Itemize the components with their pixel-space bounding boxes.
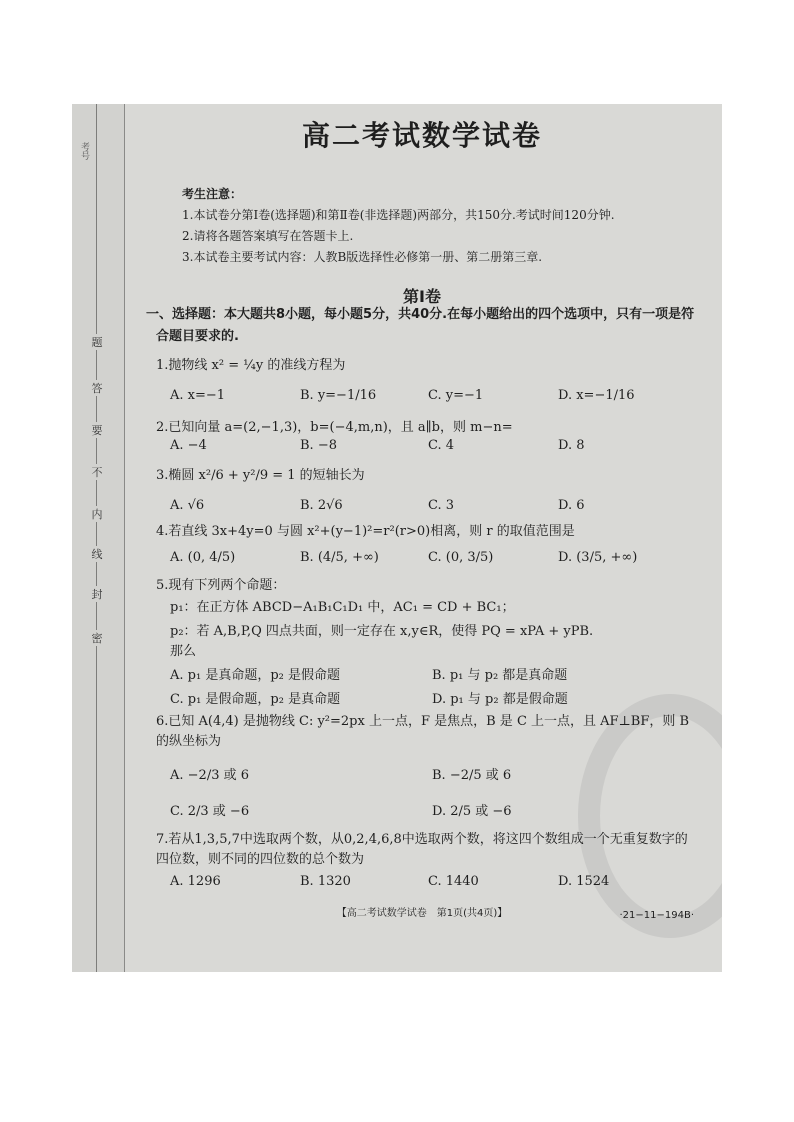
question-stem: 5.现有下列两个命题： (156, 578, 286, 593)
option-b: B. (4/5, +∞) (300, 550, 379, 565)
option-b: B. 1320 (300, 874, 351, 889)
question-stem: 2.已知向量 a=(2,−1,3)，b=(−4,m,n)，且 a∥b，则 m−n= (156, 420, 513, 435)
binding-char: 内 (91, 508, 103, 521)
binding-char: 密 (91, 632, 103, 645)
option-b: B. −2/5 或 6 (432, 768, 512, 783)
option-a: A. −4 (170, 438, 207, 453)
question-options (170, 874, 690, 894)
question-sub: p₁：在正方体 ABCD−A₁B₁C₁D₁ 中，AC₁ = CD + BC₁； (170, 600, 515, 615)
notice-heading: 考生注意： (182, 187, 243, 201)
binding-char: 答 (91, 382, 103, 395)
binding-char: 题 (91, 336, 103, 349)
option-c: C. 4 (428, 438, 455, 453)
question-stem: 4.若直线 3x+4y=0 与圆 x²+(y−1)²=r²(r>0)相离，则 r 的取值范围是 (156, 524, 575, 539)
notice-item: 3.本试卷主要考试内容：人教B版选择性必修第一册、第二册第三章. (182, 250, 543, 264)
question-options (170, 438, 690, 458)
paper-code: ·21−11−194B· (619, 910, 694, 921)
binding-top-label: 考号 (79, 142, 89, 160)
option-a: A. x=−1 (170, 388, 226, 403)
option-c: C. 3 (428, 498, 455, 513)
option-b: B. y=−1/16 (300, 388, 377, 403)
notice-item: 1.本试卷分第Ⅰ卷(选择题)和第Ⅱ卷(非选择题)两部分，共150分.考试时间120分钟. (182, 208, 615, 222)
question-stem: 3.椭圆 x²/6 + y²/9 = 1 的短轴长为 (156, 468, 365, 483)
binding-char: 封 (91, 588, 103, 601)
section-instructions: 一、选择题：本大题共8小题，每小题5分，共40分.在每小题给出的四个选项中，只有一项是符合题目要求的. (146, 307, 695, 344)
question-options (170, 498, 690, 518)
question-stem: 1.抛物线 x² = ¼y 的准线方程为 (156, 358, 346, 373)
option-d: D. 2/5 或 −6 (432, 804, 512, 819)
option-d: D. (3/5, +∞) (558, 550, 638, 565)
binding-char: 要 (91, 424, 103, 437)
question-options (170, 664, 690, 684)
binding-char: 不 (91, 466, 103, 479)
question-stem: 6.已知 A(4,4) 是抛物线 C: y²=2px 上一点，F 是焦点，B 是 C 上一点，且 AF⊥BF，则 B 的纵坐标为 (156, 714, 690, 749)
page-footer: 【高二考试数学试卷 第1页(共4页)】 (336, 908, 508, 919)
part-heading: 第Ⅰ卷 (403, 287, 441, 306)
option-a: A. 1296 (170, 874, 221, 889)
question-sub: 那么 (170, 644, 197, 659)
exam-notice (182, 184, 692, 268)
option-a: A. √6 (170, 498, 205, 513)
binding-char: 线 (91, 548, 103, 561)
option-c: C. p₁ 是假命题，p₂ 是真命题 (170, 692, 341, 707)
binding-line (96, 104, 97, 972)
option-a: A. p₁ 是真命题，p₂ 是假命题 (170, 668, 340, 683)
exam-paper (72, 104, 722, 972)
notice-item: 2.请将各题答案填写在答题卡上. (182, 229, 354, 243)
option-c: C. 2/3 或 −6 (170, 804, 250, 819)
option-d: D. 6 (558, 498, 585, 513)
option-c: C. (0, 3/5) (428, 550, 494, 565)
question-options (170, 550, 690, 570)
binding-margin (72, 104, 125, 972)
option-b: B. 2√6 (300, 498, 343, 513)
question-options (170, 388, 690, 408)
question-options (170, 764, 690, 784)
option-d: D. 8 (558, 438, 585, 453)
question-sub: p₂：若 A,B,P,Q 四点共面，则一定存在 x,y∈R，使得 PQ = xPA + yPB. (170, 624, 594, 639)
option-a: A. (0, 4/5) (170, 550, 236, 565)
question-options (170, 688, 690, 708)
page-title: 高二考试数学试卷 (301, 119, 542, 152)
option-d: D. 1524 (558, 874, 610, 889)
question-stem: 7.若从1,3,5,7中选取两个数，从0,2,4,6,8中选取两个数，将这四个数组成一个无重复数字的四位数，则不同的四位数的总个数为 (156, 832, 688, 867)
option-b: B. −8 (300, 438, 337, 453)
option-b: B. p₁ 与 p₂ 都是真命题 (432, 668, 568, 683)
option-d: D. p₁ 与 p₂ 都是假命题 (432, 692, 568, 707)
page-content (142, 104, 712, 972)
option-c: C. 1440 (428, 874, 479, 889)
option-c: C. y=−1 (428, 388, 484, 403)
question-options (170, 800, 690, 820)
option-d: D. x=−1/16 (558, 388, 635, 403)
option-a: A. −2/3 或 6 (170, 768, 250, 783)
